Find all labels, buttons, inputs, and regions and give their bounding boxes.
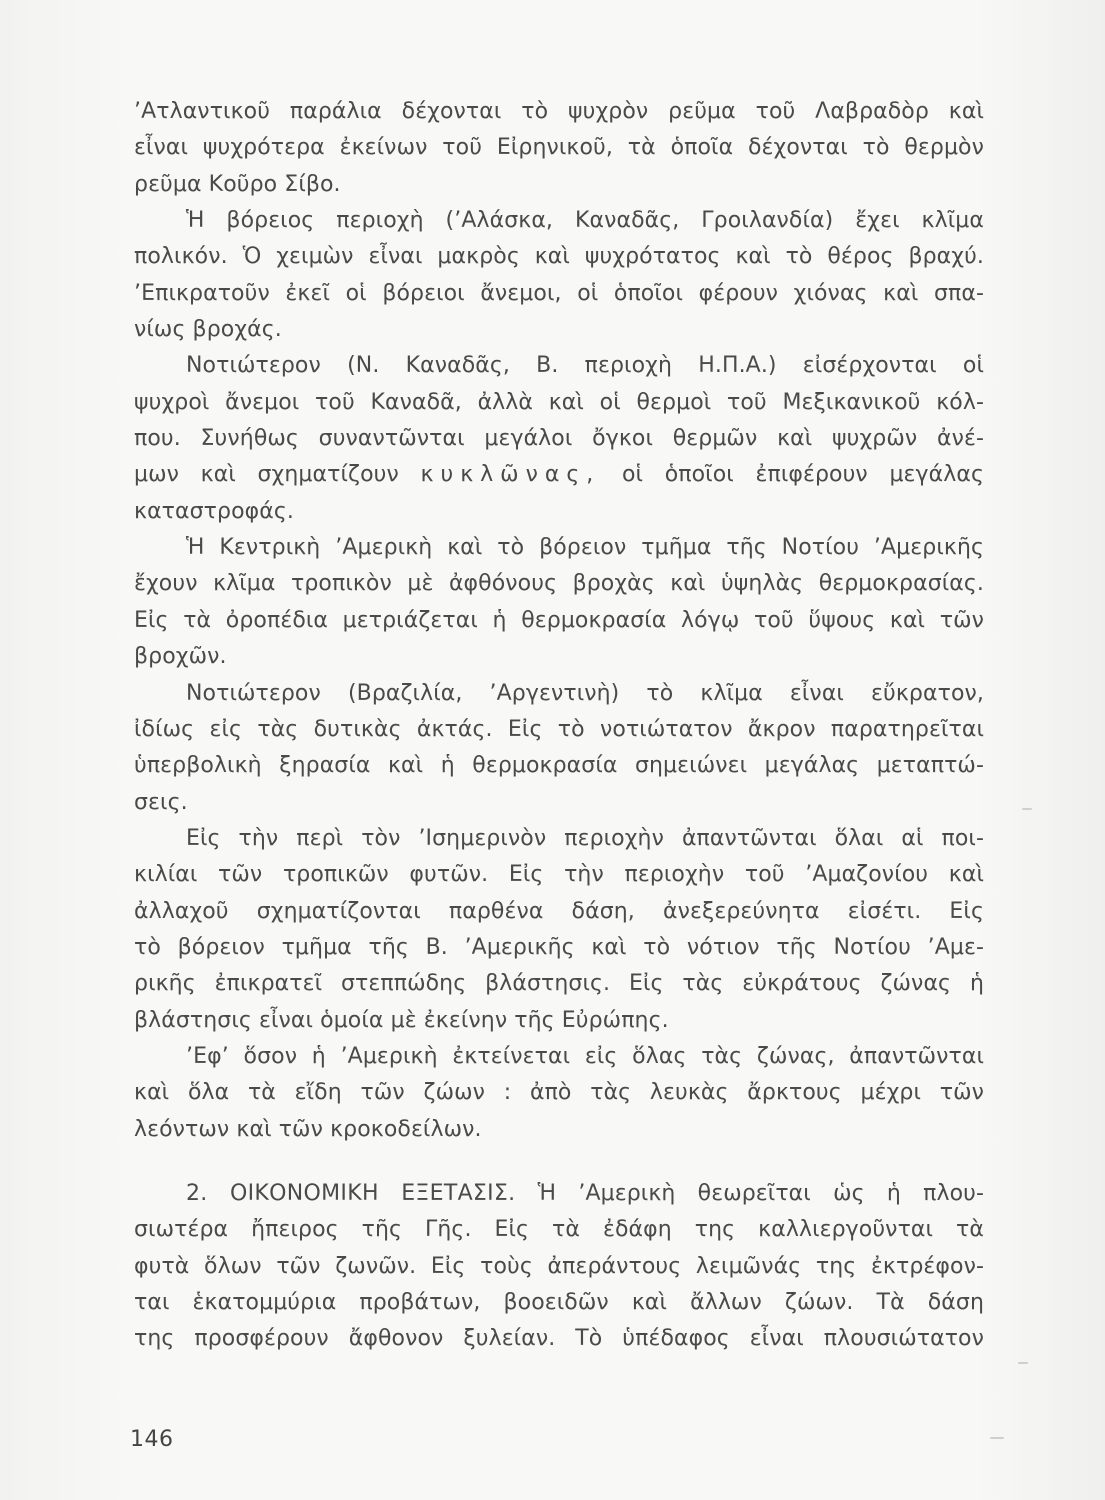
text-line: ρεῦμα Κοῦρο Σίβο. [134,171,341,197]
text-line: ’Επικρατοῦν ἐκεῖ οἱ βόρειοι ἄνεμοι, οἱ ὁποῖοι φέρουν χιόνας καὶ σπα- [134,280,984,306]
text-line: που. Συνήθως συναντῶνται μεγάλοι ὄγκοι θερμῶν καὶ ψυχρῶν ἀνέ- [134,426,984,452]
scan-mark [1018,1362,1028,1364]
text-line: σεις. [134,789,188,815]
text-line-with-emphasis [134,457,984,493]
text-line: κιλίαι τῶν τροπικῶν φυτῶν. Εἰς τὴν περιοχὴν τοῦ ’Αμαζονίου καὶ [134,862,984,888]
text-line: της προσφέρουν ἄφθονον ξυλείαν. Τὸ ὑπέδαφος εἶναι πλουσιώτατον [134,1326,984,1352]
paragraph-start: Ἡ βόρειος περιοχὴ (’Αλάσκα, Καναδᾶς, Γροιλανδία) ἔχει κλῖμα [186,208,984,234]
paragraph-start: ’Εφ’ ὅσον ἡ ’Αμερικὴ ἐκτείνεται εἰς ὅλας τὰς ζώνας, ἀπαντῶνται [186,1043,984,1069]
paragraph-start: Εἰς τὴν περὶ τὸν ’Ισημερινὸν περιοχὴν ἀπαντῶνται ὅλαι αἱ ποι- [186,825,984,851]
text-line: φυτὰ ὅλων τῶν ζωνῶν. Εἰς τοὺς ἀπεράντους λειμῶνάς της ἐκτρέφον- [134,1253,984,1279]
text-line: ’Ατλαντικοῦ παράλια δέχονται τὸ ψυχρὸν ρεῦμα τοῦ Λαβραδὸρ καὶ [134,99,984,124]
text-line: ψυχροὶ ἄνεμοι τοῦ Καναδᾶ, ἀλλὰ καὶ οἱ θερμοὶ τοῦ Μεξικανικοῦ κόλ- [134,389,984,415]
text-line: ρικῆς ἐπικρατεῖ στεππώδης βλάστησις. Εἰς τὰς εὐκράτους ζώνας ἡ [134,971,984,997]
text-line: ὑπερβολικὴ ξηρασία καὶ ἡ θερμοκρασία σημειώνει μεγάλας μεταπτώ- [134,753,984,779]
text-segment: μων καὶ σχηματίζουν [134,462,399,488]
text-line: ἀλλαχοῦ σχηματίζονται παρθένα δάση, ἀνεξερεύνητα εἰσέτι. Εἰς [134,898,984,924]
text-line: ται ἑκατομμύρια προβάτων, βοοειδῶν καὶ ἄλλων ζώων. Τὰ δάση [134,1290,984,1315]
section-heading-line [134,1176,984,1212]
text-line: εἶναι ψυχρότερα ἐκείνων τοῦ Εἰρηνικοῦ, τὰ ὁποῖα δέχονται τὸ θερμὸν [134,135,984,161]
text-line: ἰδίως εἰς τὰς δυτικὰς ἀκτάς. Εἰς τὸ νοτιώτατον ἄκρον παρατηρεῖται [134,716,984,742]
paragraph-start: Ἡ Κεντρικὴ ’Αμερικὴ καὶ τὸ βόρειον τμῆμα τῆς Νοτίου ’Αμερικῆς [186,535,984,561]
text-line: καταστροφάς. [134,498,294,524]
paragraph-start: Νοτιώτερον (Βραζιλία, ’Αργεντινὴ) τὸ κλῖμα εἶναι εὔκρατον, [186,680,984,706]
text-line: νίως βροχάς. [134,317,282,343]
text-line: Εἰς τὰ ὀροπέδια μετριάζεται ἡ θερμοκρασία λόγῳ τοῦ ὕψους καὶ τῶν [134,607,984,633]
text-line: βλάστησις εἶναι ὁμοία μὲ ἐκείνην τῆς Εὐρώπης. [134,1007,669,1033]
emphasized-word: κυκλῶνας, [420,462,601,488]
text-line: τὸ βόρειον τμῆμα τῆς Β. ’Αμερικῆς καὶ τὸ νότιον τῆς Νοτίου ’Αμε- [134,934,984,960]
section-spacer [134,1148,984,1176]
text-line: σιωτέρα ἤπειρος τῆς Γῆς. Εἰς τὰ ἐδάφη της καλλιεργοῦνται τὰ [134,1217,984,1243]
paragraph-start: Νοτιώτερον (Ν. Καναδᾶς, Β. περιοχὴ Η.Π.Α.) εἰσέρχονται οἱ [186,353,984,379]
section-heading: 2. ΟΙΚΟΝΟΜΙΚΗ ΕΞΕΤΑΣΙΣ. [186,1180,516,1206]
text-segment: οἱ ὁποῖοι ἐπιφέρουν μεγάλας [621,462,984,488]
page-number: 146 [130,1427,174,1452]
text-segment: Ἡ ’Αμερικὴ θεωρεῖται ὡς ἡ πλου- [537,1180,985,1206]
scan-mark [1022,808,1032,810]
text-line: λεόντων καὶ τῶν κροκοδείλων. [134,1116,482,1142]
text-line: καὶ ὅλα τὰ εἴδη τῶν ζώων : ἀπὸ τὰς λευκὰς ἄρκτους μέχρι τῶν [134,1080,984,1106]
text-line: ἔχουν κλῖμα τροπικὸν μὲ ἀφθόνους βροχὰς καὶ ὑψηλὰς θερμοκρασίας. [134,571,984,597]
text-line: βροχῶν. [134,644,227,670]
body-text [134,94,984,1358]
scan-mark [990,1437,1004,1439]
text-line: πολικόν. Ὁ χειμὼν εἶναι μακρὸς καὶ ψυχρότατος καὶ τὸ θέρος βραχύ. [134,244,984,270]
